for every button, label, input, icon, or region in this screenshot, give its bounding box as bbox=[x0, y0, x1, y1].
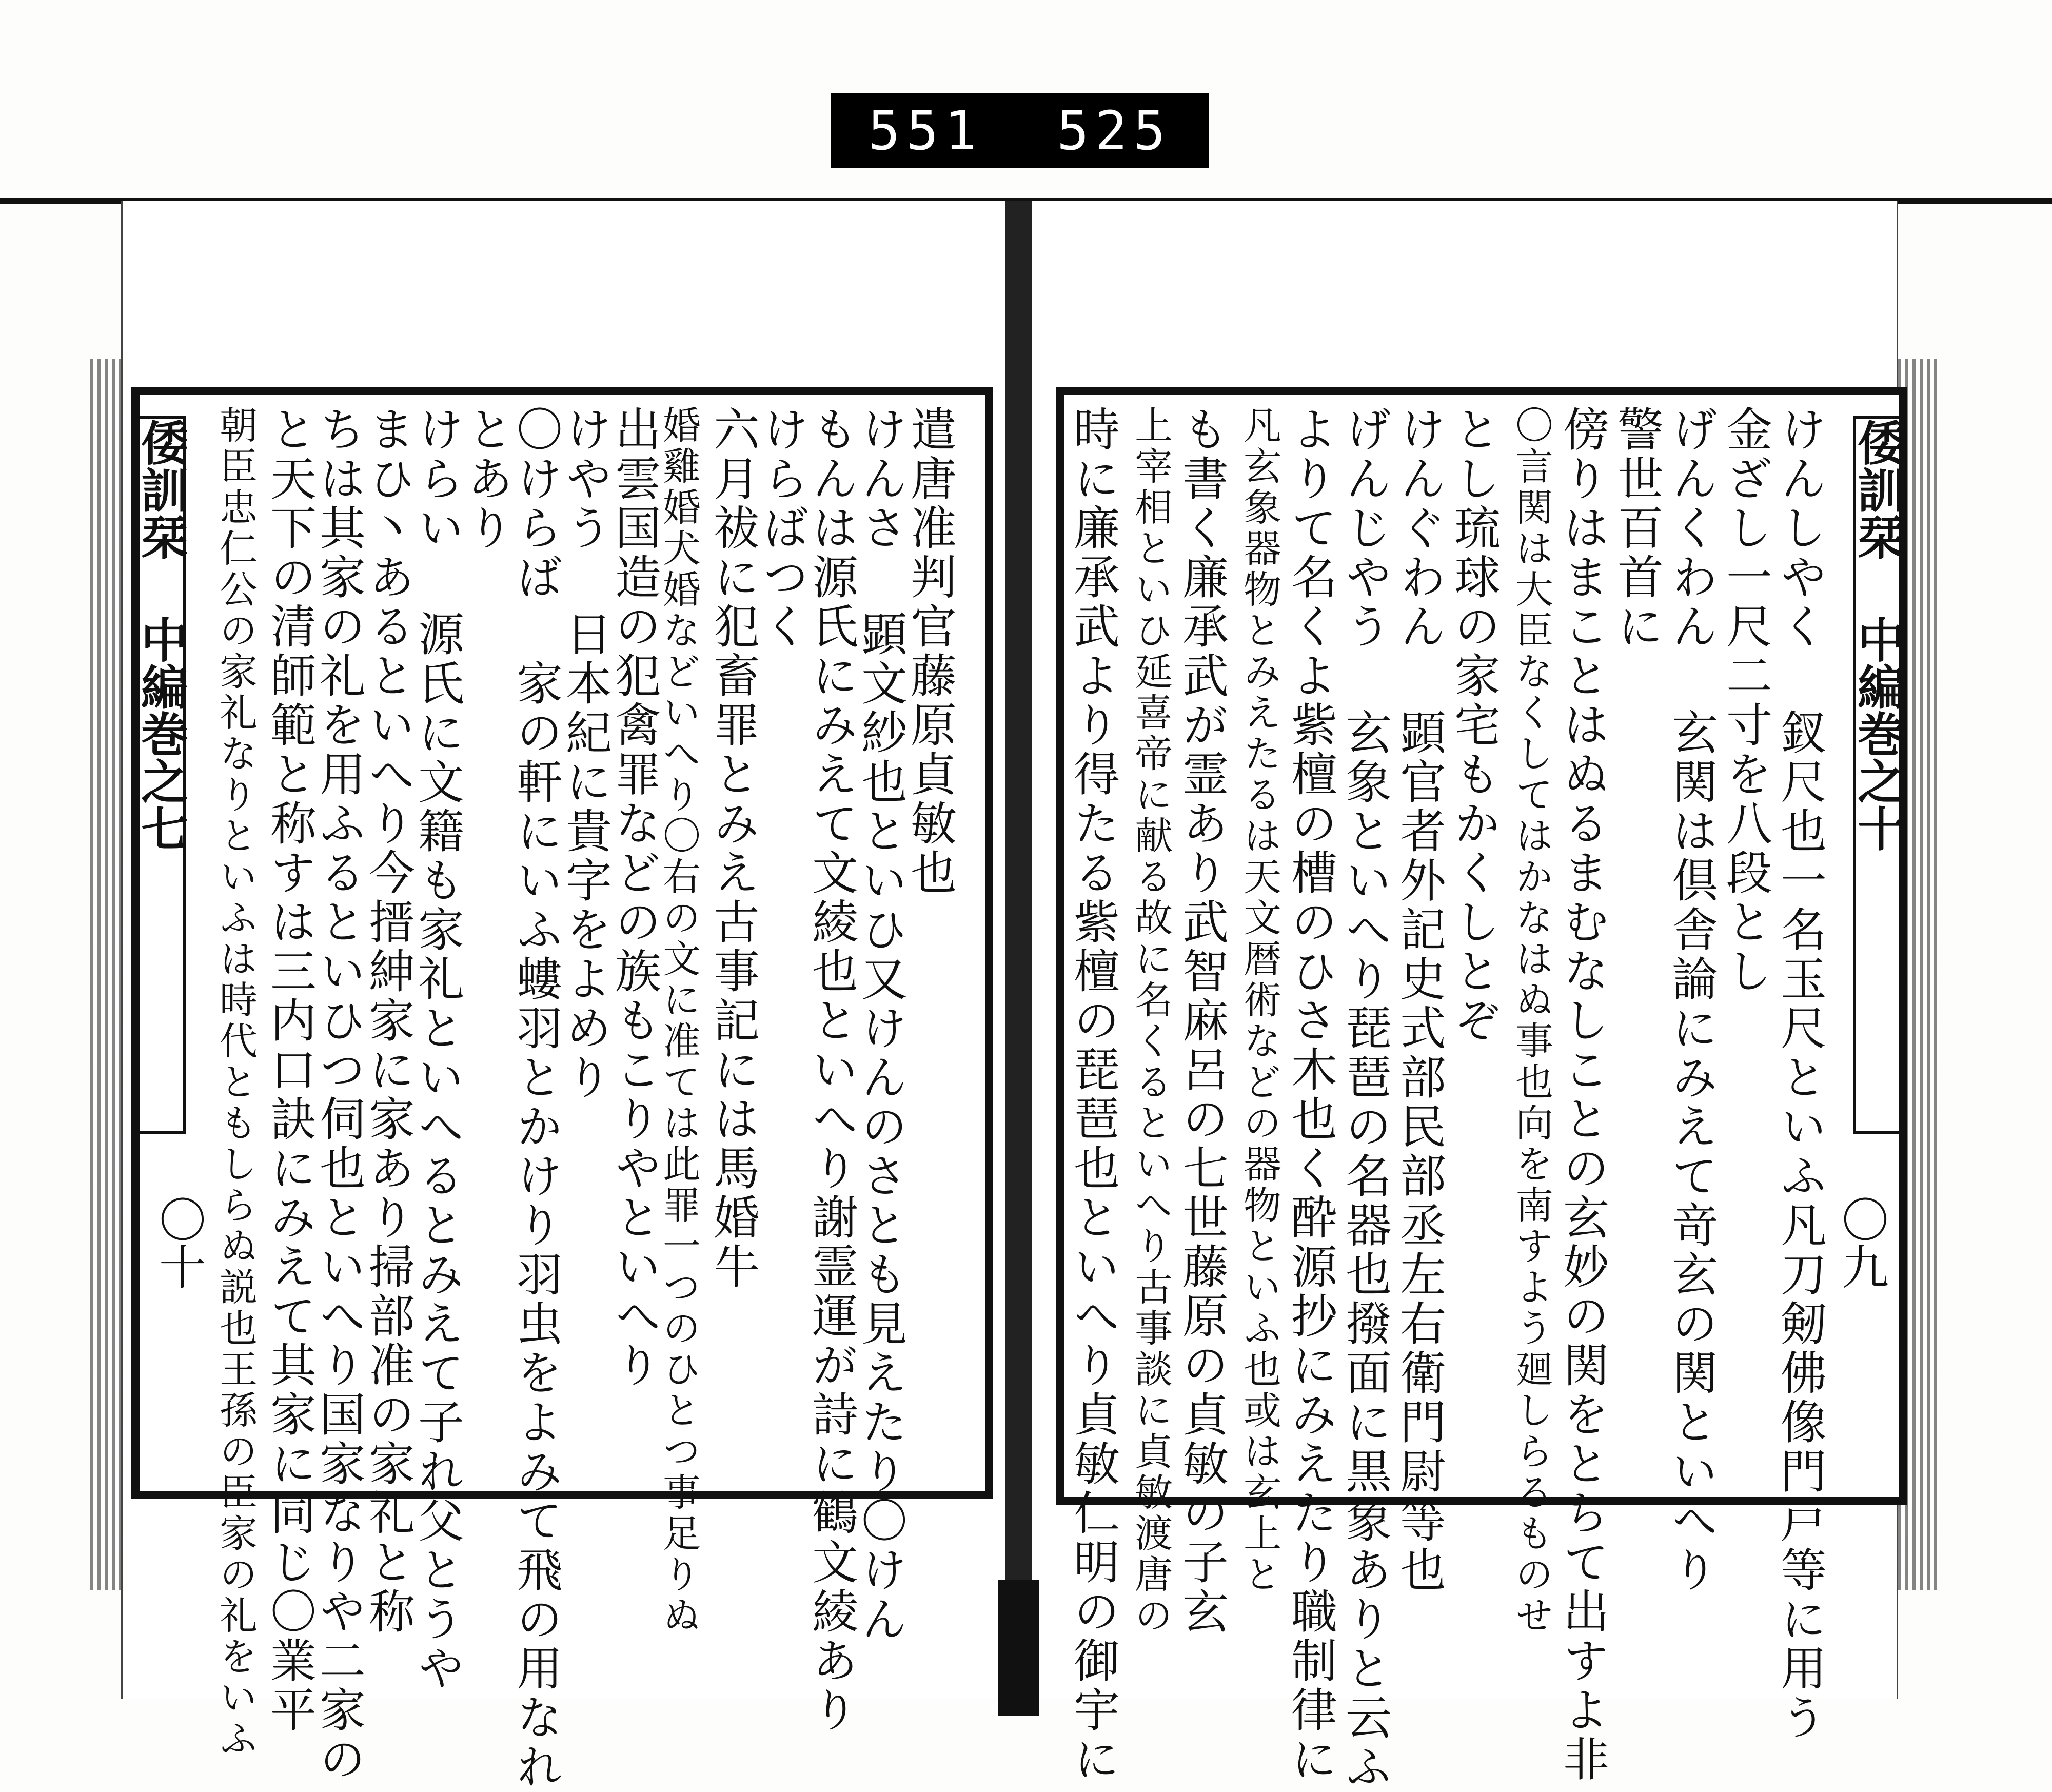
left-text-column: 出雲国造の犯禽罪などの族もこりやといへり bbox=[607, 405, 661, 1390]
left-text-column: とあり bbox=[459, 405, 513, 553]
right-text-column: 警世百首に bbox=[1609, 405, 1663, 652]
right-text-column: も書く廉承武が霊あり武智麻呂の七世藤原の貞敏の子玄 bbox=[1174, 405, 1228, 1637]
right-folio: 〇九 bbox=[1834, 1195, 1889, 1290]
left-text-column: けらばつく bbox=[755, 405, 808, 652]
right-text-column: けんしやく 釵尺也一名玉尺といふ凡刀剱佛像門戸等に用う bbox=[1772, 405, 1826, 1743]
right-text-column: 上宰相といひ延喜帝に献る故に名くるといへり古事談に貞敏渡唐の bbox=[1129, 405, 1173, 1637]
right-text-column: げんじやう 玄象といへり琵琶の名器也撥面に黒象ありと云ふ bbox=[1337, 405, 1391, 1792]
gutter-shadow bbox=[998, 1580, 1039, 1716]
right-text-column: けんぐわん 顕官者外記史式部民部丞左右衛門尉等也 bbox=[1392, 405, 1446, 1595]
catalog-number-right: 525 bbox=[1057, 100, 1172, 162]
right-text-column: 傍りはまことはぬるまむなしことの玄妙の関をとちて出すよ非 bbox=[1555, 405, 1609, 1784]
left-text-column: けんさ 顕文紗也といひ又けんのさとも見えたり〇けん bbox=[853, 405, 907, 1644]
left-text-column: 婚雞婚犬婚などいへり〇右の文に准ては此罪一つのひとつ事足りぬ bbox=[657, 405, 701, 1637]
left-text-column: まひ丶あるといへり今搢紳家に家あり掃部准の家礼と称 bbox=[361, 405, 415, 1637]
right-text-column: 金ざし一尺二寸を八段とし bbox=[1718, 405, 1772, 996]
left-text-column: もんは源氏にみえて文綾也といへり謝霊運が詩に鶴文綾あり bbox=[804, 405, 858, 1735]
left-text-column: 遣唐准判官藤原貞敏也 bbox=[902, 405, 956, 898]
right-text-column: げんくわん 玄関は倶舎論にみえて竒玄の関といへり bbox=[1664, 405, 1718, 1595]
right-text-column: とし琉球の家宅もかくしとぞ bbox=[1446, 405, 1500, 1046]
catalog-label bbox=[831, 93, 1209, 168]
left-text-column: 朝臣忠仁公の家礼なりといふは時代ともしらぬ説也王孫の臣家の礼をいふ bbox=[213, 405, 258, 1760]
right-text-column: 〇言関は大臣なくしてはかなはぬ事也向を南すよう廻しらるものせ bbox=[1509, 405, 1553, 1637]
book-gutter bbox=[1005, 201, 1032, 1689]
left-text-column: 六月祓に犯畜罪とみえ古事記には馬婚牛 bbox=[705, 405, 759, 1292]
right-text-column: 時に廉承武より得たる紫檀の琵琶也といへり貞敏仁明の御宇に bbox=[1066, 405, 1119, 1784]
left-text-column: と天下の清師範と称すは三内口訣にみえて其家に同じ〇業平 bbox=[262, 405, 316, 1735]
left-text-column: 〇けらば 家の軒にいふ螻羽とかけり羽虫をよみて飛の用なれ bbox=[508, 405, 562, 1792]
left-text-column: ちは其家の礼を用ふるといひつ伺也といへり国家なりや二家の bbox=[311, 405, 365, 1784]
left-text-column: けらい 源氏に文籍も家礼といへるとみえて子れ父とうや bbox=[410, 405, 464, 1693]
left-folio: 〇十 bbox=[151, 1195, 206, 1290]
right-text-column: よりて名くよ紫檀の槽のひさ木也く酔源抄にみえたり職制律に bbox=[1283, 405, 1337, 1784]
left-text-column: けやう 日本紀に貴字をよめり bbox=[558, 405, 611, 1102]
left-page-frame bbox=[131, 387, 993, 1792]
right-page-frame bbox=[1056, 387, 1907, 1792]
left-spine-title: 倭訓栞 中編巻之七 bbox=[136, 416, 186, 1134]
catalog-number-left: 551 bbox=[868, 100, 983, 162]
right-spine-title: 倭訓栞 中編巻之十 bbox=[1853, 416, 1902, 1134]
right-text-column: 凡玄象器物とみえたるは天文暦術などの器物といふ也或は玄上と bbox=[1237, 405, 1281, 1596]
